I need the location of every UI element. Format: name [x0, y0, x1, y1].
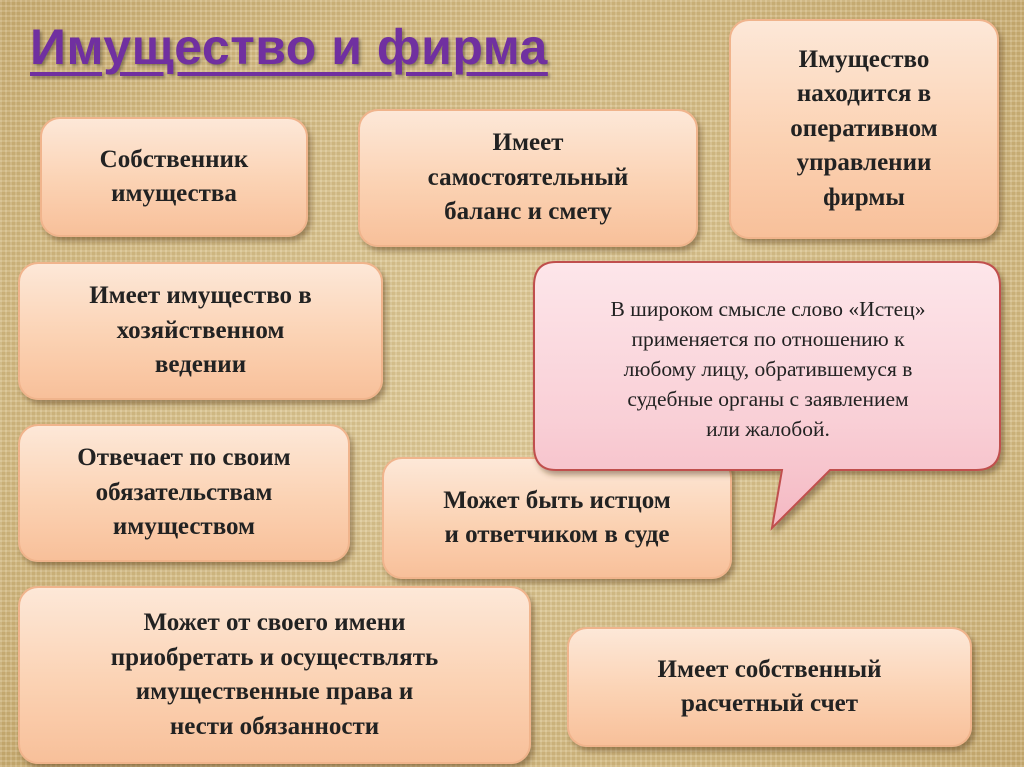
box-liability-text: Отвечает по своим обязательствам имуществом [77, 444, 291, 541]
box-account [567, 627, 972, 747]
box-plaintiff-text: Может быть истцом и ответчиком в суде [443, 486, 671, 548]
box-rights [18, 586, 531, 764]
box-owner [40, 117, 308, 237]
box-rights-text: Может от своего имени приобретать и осуществлять имущественные права и нести обязанности [110, 609, 439, 740]
box-economic-text: Имеет имущество в хозяйственном ведении [89, 282, 312, 379]
box-operative-text: Имущество находится в оперативном управлении фирмы [790, 45, 938, 211]
box-account-text: Имеет собственный расчетный счет [657, 655, 882, 717]
page-title: Имущество и фирма [30, 19, 548, 75]
callout-bubble [530, 258, 1010, 543]
box-liability [18, 424, 350, 562]
box-owner-text: Собственник имущества [99, 145, 249, 207]
box-economic [18, 262, 383, 400]
callout-text: В широком смысле слово «Истец» применяется по отношению к любому лицу, обратившемуся в судебные органы с заявлением или жалобой. [610, 296, 926, 442]
box-balance-text: Имеет самостоятельный баланс и смету [427, 129, 629, 226]
box-operative [729, 19, 999, 239]
box-balance [358, 109, 698, 247]
